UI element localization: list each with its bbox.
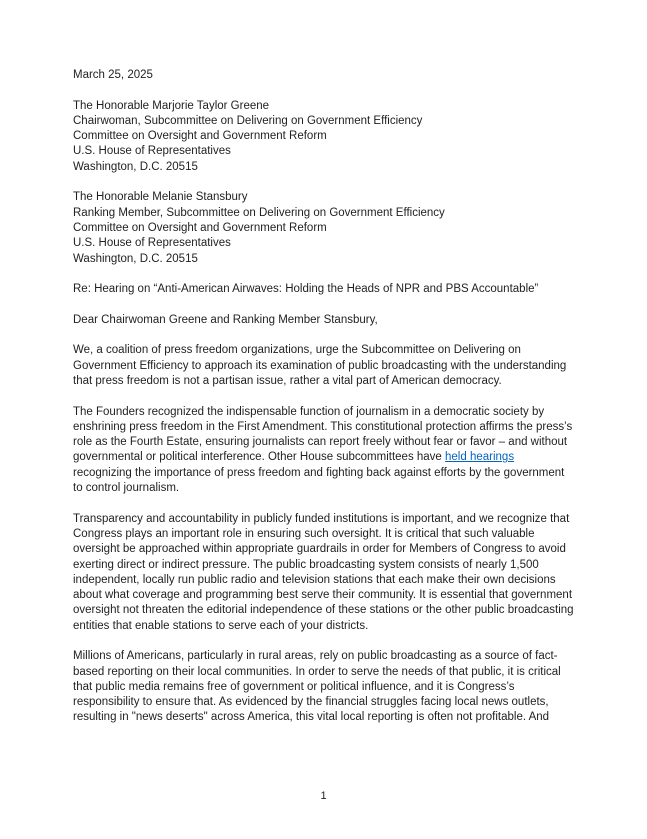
re-line: Re: Hearing on “Anti-American Airwaves: Holding the Heads of NPR and PBS Accountable”	[73, 283, 539, 296]
recipient-name: The Honorable Melanie Stansbury	[73, 191, 248, 204]
paragraph-2-text-after-link: recognizing the importance of press freedom and fighting back against efforts by the government to control journalism.	[73, 466, 565, 495]
recipient-block-stansbury	[73, 190, 575, 266]
paragraph-2	[73, 405, 575, 497]
recipient-committee: Committee on Oversight and Government Reform	[73, 130, 327, 143]
recipient-committee: Committee on Oversight and Government Reform	[73, 221, 327, 234]
recipient-title: Chairwoman, Subcommittee on Delivering on Government Efficiency	[73, 114, 423, 127]
recipient-title: Ranking Member, Subcommittee on Delivering on Government Efficiency	[73, 206, 445, 219]
paragraph-1: We, a coalition of press freedom organizations, urge the Subcommittee on Delivering on Government Efficiency to approach its examination of public broadcasting with the understanding that press freedom is not a partisan issue, rather a vital part of American democracy.	[73, 344, 567, 387]
recipient-block-greene	[73, 99, 575, 175]
recipient-chamber: U.S. House of Representatives	[73, 145, 231, 158]
recipient-city: Washington, D.C. 20515	[73, 160, 198, 173]
recipient-name: The Honorable Marjorie Taylor Greene	[73, 99, 270, 112]
recipient-chamber: U.S. House of Representatives	[73, 237, 231, 250]
page-number: 1	[320, 790, 327, 802]
paragraph-4: Millions of Americans, particularly in rural areas, rely on public broadcasting as a source of fact-based reporting on their local communities. In order to serve the needs of that public, it is critical that public media remains free of government or political influence, and it is Congress’s responsibility to ensure that. As evidenced by the financial struggles facing local news outlets, resulting in "news deserts" across America, this vital local reporting is often not profitable. And	[73, 650, 561, 724]
held-hearings-link[interactable]: held hearings	[445, 451, 515, 464]
paragraph-3: Transparency and accountability in publicly funded institutions is important, and we recognize that Congress plays an important role in ensuring such oversight. It is critical that such valuable oversight be approached within appropriate guardrails in order for Members of Congress to avoid exerting direct or indirect pressure. The public broadcasting system consists of nearly 1,500 independent, locally run public radio and television stations that each make their own decisions about what coverage and programming best serve their community. It is essential that government oversight not threaten the editorial independence of these stations or the other public broadcasting entities that enable stations to serve each of your districts.	[73, 512, 574, 632]
salutation: Dear Chairwoman Greene and Ranking Member Stansbury,	[73, 313, 378, 326]
letter-date: March 25, 2025	[73, 69, 153, 81]
recipient-city: Washington, D.C. 20515	[73, 252, 198, 265]
paragraph-2-text-before-link: The Founders recognized the indispensable function of journalism in a democratic society by enshrining press freedom in the First Amendment. This constitutional protection affirms the press’s role as the Fourth Estate, ensuring journalists can report freely without fear or favor – and without governmental or political interference. Other House subcommittees have	[73, 405, 573, 464]
